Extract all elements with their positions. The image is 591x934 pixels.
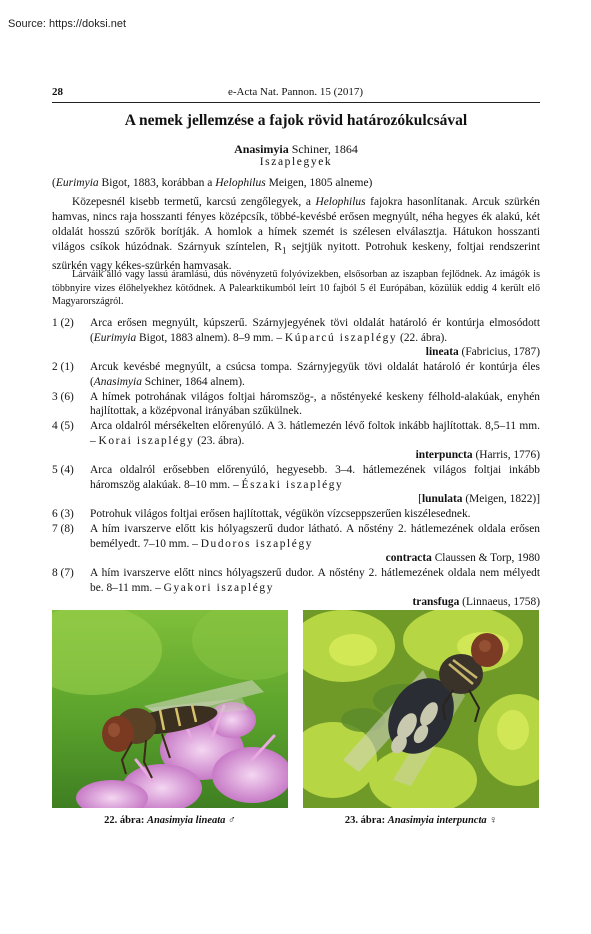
figure-22-photo <box>52 610 288 808</box>
header-rule <box>52 102 540 103</box>
couplet-number: 8 (7) <box>52 566 74 579</box>
figure-label: 23. ábra: <box>344 815 388 826</box>
figure-23-photo <box>303 610 539 808</box>
hoverfly-on-flower-image <box>52 610 288 808</box>
genus-description <box>52 195 540 274</box>
key-couplet <box>52 316 540 360</box>
syn-genus: Eurimyia <box>55 177 99 189</box>
syn-genus: Helophilus <box>215 177 266 189</box>
couplet-number: 3 (6) <box>52 390 74 403</box>
bracket: [ <box>418 493 422 506</box>
couplet-answer <box>52 345 540 360</box>
syn-text: Meigen, 1805 alneme) <box>265 177 373 189</box>
couplet-text <box>90 522 540 551</box>
figure-22-caption <box>52 815 288 826</box>
syn-text: ( <box>52 177 56 189</box>
couplet-answer <box>52 492 540 507</box>
couplet-text <box>90 566 540 595</box>
couplet-number: 2 (1) <box>52 361 74 374</box>
couplet-text-part: Schiner, 1864 alnem). <box>141 375 245 388</box>
desc-genus: Helophilus <box>315 196 366 208</box>
genus-heading <box>52 142 540 157</box>
species-author: (Meigen, 1822)] <box>462 493 540 506</box>
key-couplet <box>52 507 540 522</box>
hungarian-name: Északi iszaplégy <box>241 478 344 491</box>
page-number: 28 <box>52 86 63 98</box>
genus-author: Schiner, 1864 <box>288 142 358 156</box>
key-couplet <box>52 522 540 566</box>
couplet-number: 5 (4) <box>52 464 74 477</box>
couplet-text-part: Arca oldalról erősebben előrenyúló, hegyesebb. 3–4. hátlemezének világos foltjai inkább háromszög alakúak. 8–10 mm. – <box>90 464 540 491</box>
couplet-text-part: Bigot, 1883 alnem). 8–9 mm. – <box>136 331 285 344</box>
hungarian-name: Korai iszaplégy <box>98 434 195 447</box>
couplet-answer <box>52 551 540 566</box>
couplet-genus: Anasimyia <box>93 375 142 388</box>
source-url[interactable]: Source: https://doksi.net <box>8 18 127 30</box>
species-author: Claussen & Torp, 1980 <box>431 552 540 565</box>
species-author: (Fabricius, 1787) <box>458 346 540 359</box>
hungarian-name: Dudoros iszaplégy <box>200 537 314 550</box>
figure-species: Anasimyia lineata <box>146 815 226 826</box>
key-couplet <box>52 360 540 389</box>
couplet-text <box>90 316 540 345</box>
synonymy-line <box>52 177 372 189</box>
couplet-text <box>90 360 540 389</box>
desc-text: sejtjük nyitott. Potrohuk keskeny, foltjai rendszerint szürkén vagy kékes-szürkén hamvasak. <box>52 241 540 273</box>
couplet-text-part: (23. ábra). <box>194 434 245 447</box>
couplet-answer <box>52 595 540 610</box>
couplet-number: 6 (3) <box>52 508 74 521</box>
genus-biology: Lárváik álló vagy lassú áramlású, dús növényzetű folyóvizekben, elsősorban az iszapban fejlődnek. Az imágók is többnyire vizes élőhelyekhez kötődnek. A Palearktikumból leírt 10 fajból 5 él Európában, közülük eddig 4 került elő Magyarországról. <box>52 269 540 308</box>
hungarian-name: Kúparcú iszaplégy <box>284 331 398 344</box>
key-couplet <box>52 419 540 463</box>
hungarian-name: Gyakori iszaplégy <box>163 581 275 594</box>
male-symbol: ♂ <box>225 815 236 826</box>
syn-text: Bigot, 1883, korábban a <box>98 177 216 189</box>
couplet-text <box>90 419 540 448</box>
identification-key <box>52 316 540 610</box>
couplet-answer <box>52 448 540 463</box>
couplet-text-part: (22. ábra). <box>397 331 448 344</box>
key-couplet <box>52 463 540 507</box>
species-epithet: lunulata <box>421 493 463 506</box>
figure-23-caption <box>303 815 539 826</box>
journal-header: e-Acta Nat. Pannon. 15 (2017) <box>227 86 364 98</box>
species-author: (Harris, 1776) <box>472 449 540 462</box>
section-title: A nemek jellemzése a fajok rövid határozókulcsával <box>124 112 468 129</box>
couplet-number: 4 (5) <box>52 419 74 432</box>
species-epithet: interpuncta <box>415 449 473 462</box>
figure-species: Anasimyia interpuncta <box>387 815 487 826</box>
couplet-text-part: Arca erősen megnyúlt, kúpszerű. Szárnyjegyének tövi oldalát határoló ér kontúrja elmosódott ( <box>90 317 540 344</box>
couplet-text-part: A hím ivarszerve előtt kis hólyagszerű dudor látható. A nőstény 2. hátlemezének oldala erősen bemélyedt. 7–10 mm. – <box>90 522 540 550</box>
key-couplet <box>52 566 540 610</box>
genus-hungarian-name: Iszaplegyek <box>259 156 333 168</box>
couplet-number: 7 (8) <box>52 522 74 535</box>
key-couplet <box>52 390 540 419</box>
couplet-text: Potrohuk világos foltjai erősen hajlítottak, végükön vízcseppszerűen kiszélesednek. <box>90 508 471 521</box>
couplet-text: A hímek potrohának világos foltjai háromszög-, a nőstényeké keskeny félhold-alakúak, enyhén hajlítottak, a középvonal irányában szűkülnek. <box>90 390 540 418</box>
figure-label: 22. ábra: <box>104 815 147 826</box>
species-author: (Linnaeus, 1758) <box>459 596 540 609</box>
couplet-text-part: A hím ivarszerve előtt nincs hólyagszerű dudor. A nőstény 2. hátlemezének oldala nem mélyedt be. 8–11 mm. – <box>90 566 540 594</box>
desc-text: Közepesnél kisebb termetű, karcsú zengőlegyek, a <box>72 196 316 208</box>
couplet-text <box>90 463 540 492</box>
species-epithet: contracta <box>385 552 432 565</box>
couplet-text-part: Arca oldalról mérsékelten előrenyúló. A 3. hátlemezén lévő foltok inkább hajlítottak. 8,5–11 mm. – <box>90 419 540 447</box>
genus-name: Anasimyia <box>234 142 289 156</box>
hoverfly-on-leaves-image <box>303 610 539 808</box>
desc-text: fajokra hasonlítanak. Arcuk szürkén hamvas, nincs raja hosszanti fényes középcsík, többé-kevésbé erősen megnyúlt, néha hegyes ék alakú, két oldalát hosszú szőrök borítják. A homlok a hímek szemét is szélesen elválasztja. Hátukon hosszanti világos csíkok húzódnak. Szárnyuk színtelen, R <box>52 196 540 253</box>
couplet-number: 1 (2) <box>52 317 74 329</box>
desc-subscript: 1 <box>281 246 287 257</box>
species-epithet: transfuga <box>412 596 460 609</box>
couplet-text-part: Arcuk kevésbé megnyúlt, a csúcsa tompa. Szárnyjegyük tövi oldalát határoló ér kontúrja éles ( <box>90 361 540 388</box>
couplet-genus: Eurimyia <box>93 331 137 344</box>
female-symbol: ♀ <box>486 815 498 826</box>
species-epithet: lineata <box>425 346 459 359</box>
